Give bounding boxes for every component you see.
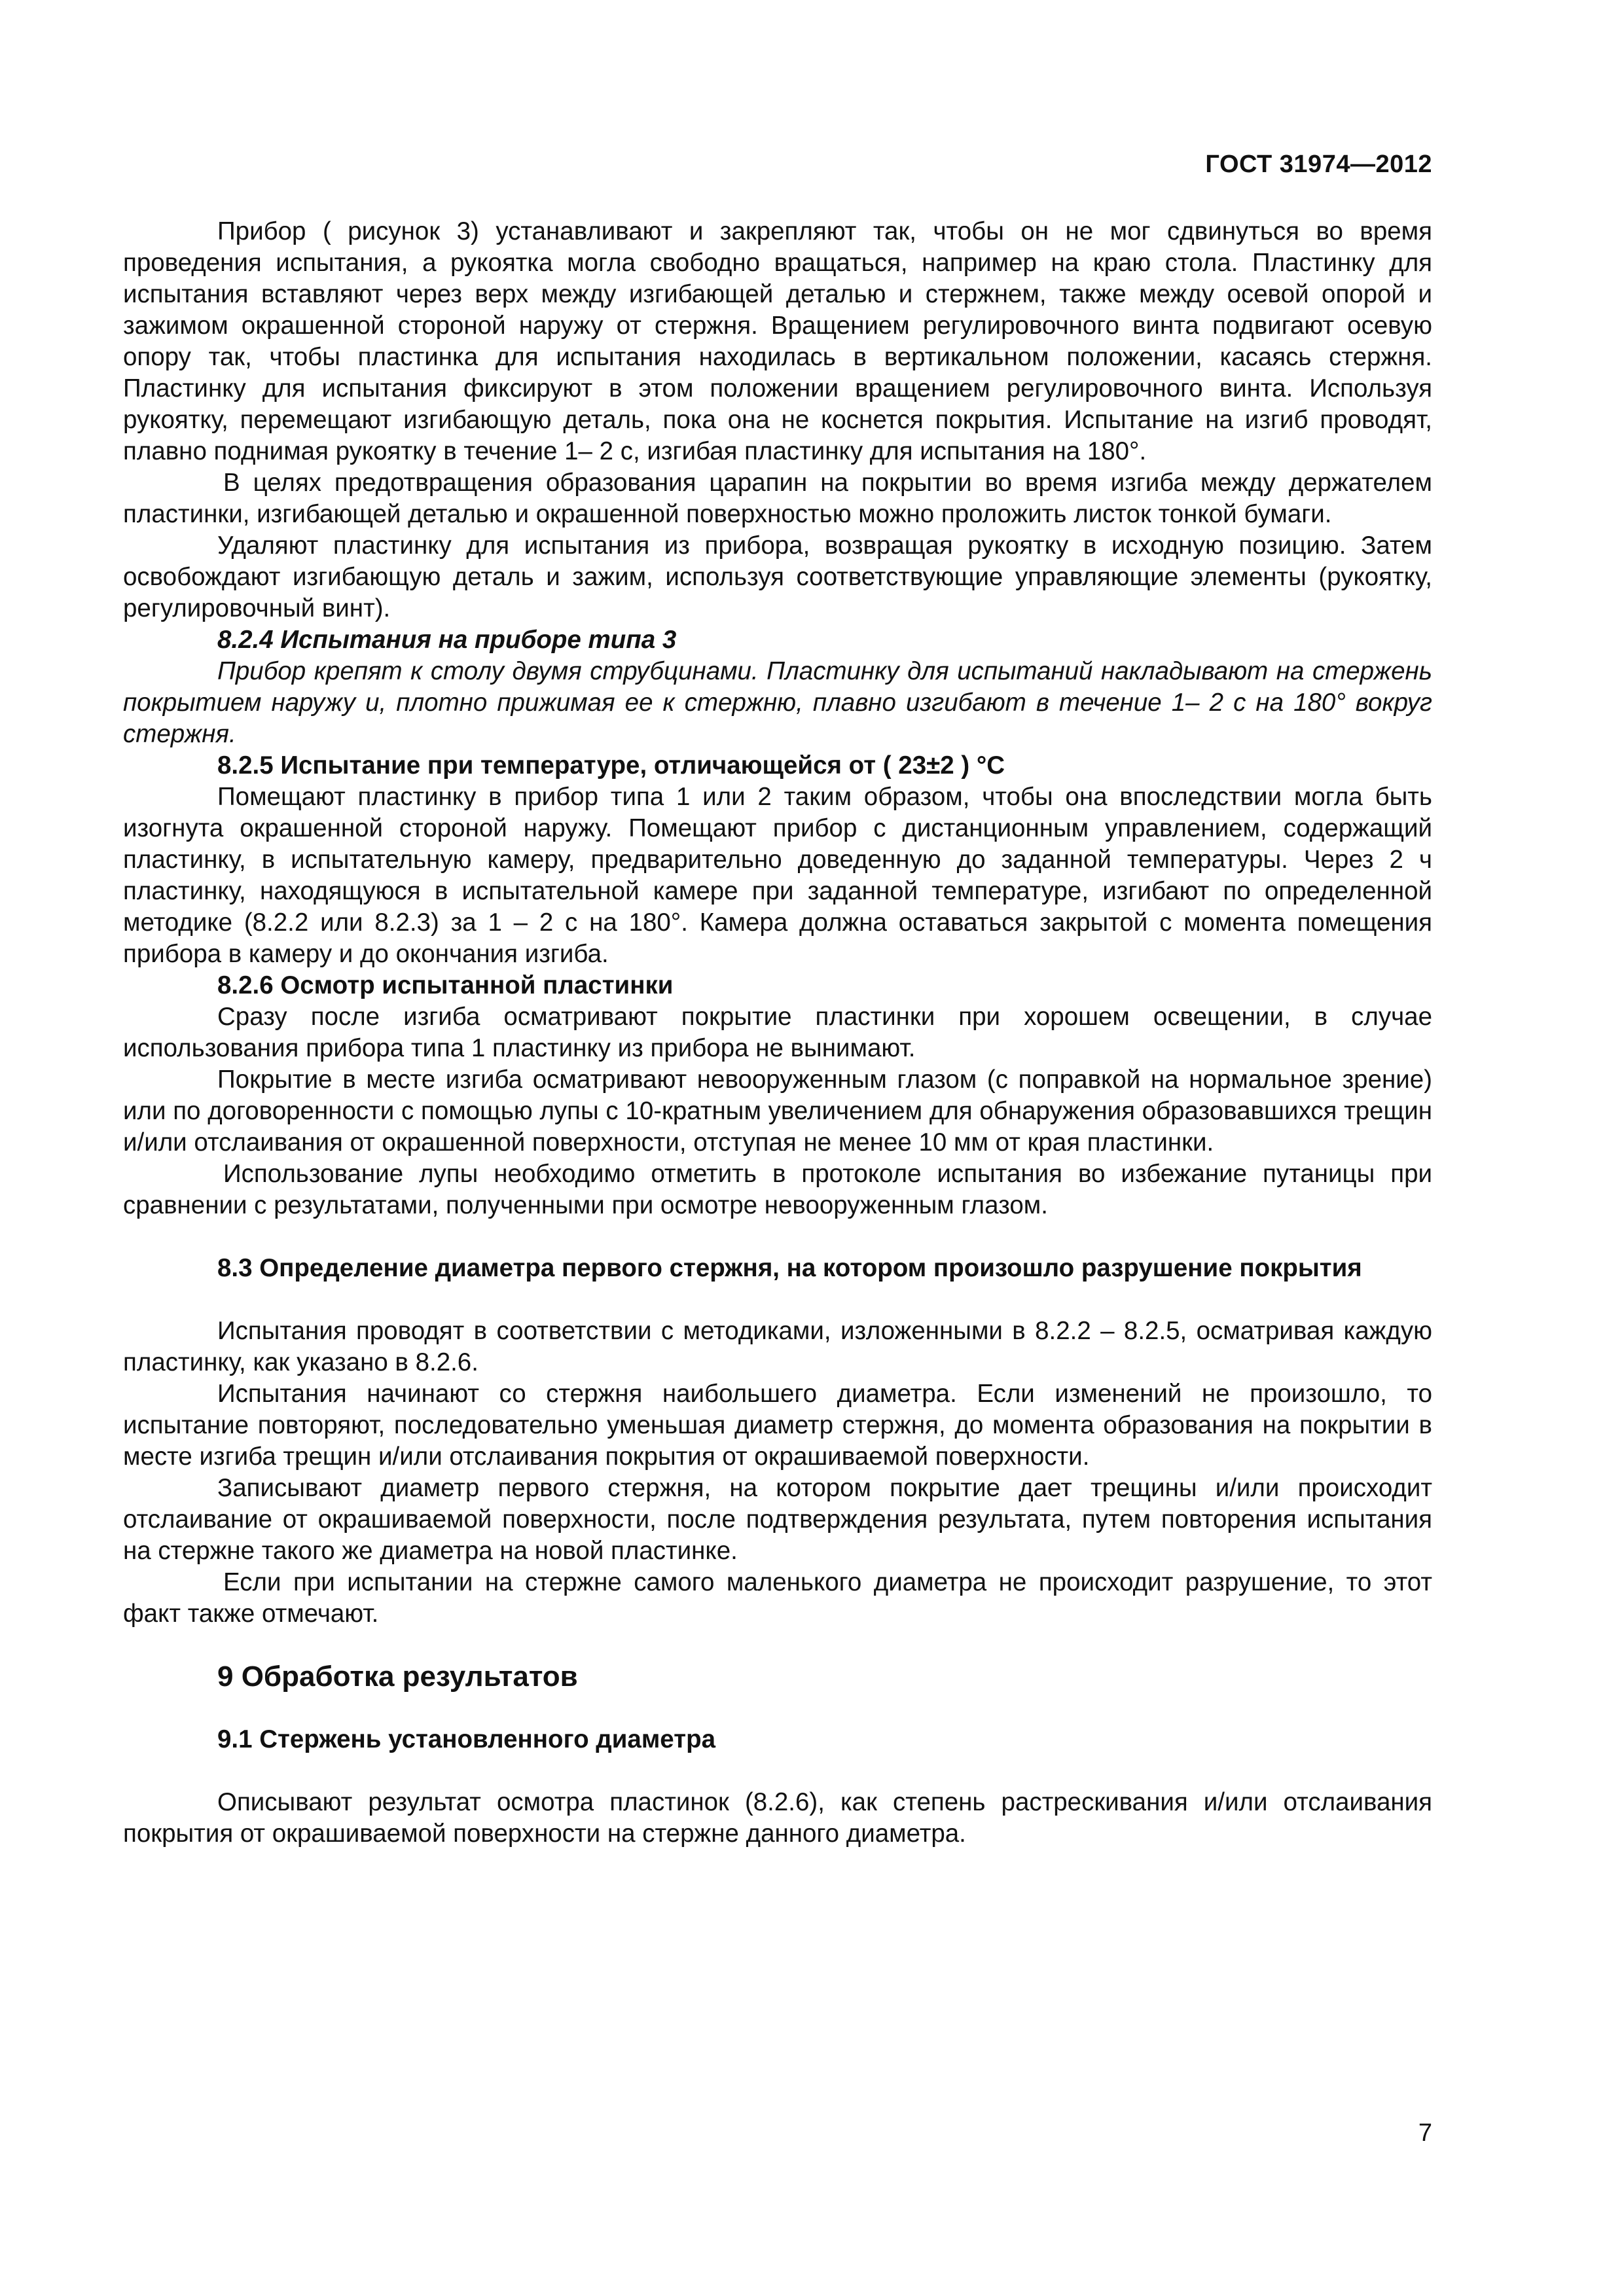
paragraph: Прибор ( рисунок 3) устанавливают и закрепляют так, чтобы он не мог сдвинуться во время проведения испытания, а рукоятка могла свободно вращаться, например на краю стола. Пластинку для испытания вставляют через верх между изгибающей деталью и стержнем, также между осевой опорой и зажимом окрашенной стороной наружу от стержня. Вращением регулировочного винта подвигают осевую опору так, чтобы пластинка для испытания находилась в вертикальном положении, касаясь стержня. Пластинку для испытания фиксируют в этом положении вращением регулировочного винта. Используя рукоятку, перемещают изгибающую деталь, пока она не коснется покрытия. Испытание на изгиб проводят, плавно поднимая рукоятку в течение 1– 2 с, изгибая пластинку для испытания на 180°. [123, 217, 1432, 465]
paragraph: Помещают пластинку в прибор типа 1 или 2 таким образом, чтобы она впоследствии могла быть изогнута окрашенной стороной наружу. Помещают прибор с дистанционным управлением, содержащий пластинку, в испытательную камеру, предварительно доведенную до заданной температуры. Через 2 ч пластинку, находящуюся в испытательной камере при заданной температуре, изгибают по определенной методике (8.2.2 или 8.2.3) за 1 – 2 с на 180°. Камера должна оставаться закрытой с момента помещения прибора в камеру и до окончания изгиба. [123, 783, 1432, 968]
paragraph: Если при испытании на стержне самого маленького диаметра не происходит разрушение, то этот факт также отмечают. [123, 1568, 1432, 1628]
paragraph: Записывают диаметр первого стержня, на котором покрытие дает трещины и/или происходит отслаивание от окрашиваемой поверхности, после подтверждения результата, путем повторения испытания на стержне такого же диаметра на новой пластинке. [123, 1474, 1432, 1565]
spacer [123, 1284, 1432, 1316]
paragraph: В целях предотвращения образования царапин на покрытии во время изгиба между держателем пластинки, изгибающей деталью и окрашенной поверхностью можно проложить листок тонкой бумаги. [123, 469, 1432, 528]
page-number: 7 [1418, 2119, 1432, 2147]
document-code-header: ГОСТ 31974—2012 [1205, 151, 1432, 178]
section-heading-9-1: 9.1 Стержень установленного диаметра [217, 1725, 715, 1753]
section-heading-8-3: 8.3 Определение диаметра первого стержня, на котором произошло разрушение покрытия [217, 1254, 1362, 1282]
spacer [123, 1755, 1432, 1787]
paragraph: Покрытие в месте изгиба осматривают невооруженным глазом (с поправкой на нормальное зрение) или по договоренности с помощью лупы с 10-кратным увеличением для обнаружения образовавшихся трещин и/или отслаивания от окрашенной поверхности, отступая не менее 10 мм от края пластинки. [123, 1066, 1432, 1157]
paragraph: Сразу после изгиба осматривают покрытие пластинки при хорошем освещении, в случае использования прибора типа 1 пластинку из прибора не вынимают. [123, 1003, 1432, 1062]
spacer [123, 1221, 1432, 1253]
paragraph: Удаляют пластинку для испытания из прибора, возвращая рукоятку в исходную позицию. Затем освобождают изгибающую деталь и зажим, используя соответствующие управляющие элементы (рукоятку, регулировочный винт). [123, 531, 1432, 622]
paragraph: Прибор крепят к столу двумя струбцинами. Пластинку для испытаний накладывают на стержень покрытием наружу и, плотно прижимая ее к стержню, плавно изгибают в течение 1– 2 с на 180° вокруг стержня. [123, 657, 1432, 748]
section-heading-8-2-6: 8.2.6 Осмотр испытанной пластинки [217, 971, 674, 999]
spacer [123, 1630, 1432, 1659]
paragraph: Испытания проводят в соответствии с методиками, изложенными в 8.2.2 – 8.2.5, осматривая каждую пластинку, как указано в 8.2.6. [123, 1317, 1432, 1376]
paragraph: Использование лупы необходимо отметить в протоколе испытания во избежание путаницы при сравнении с результатами, полученными при осмотре невооруженным глазом. [123, 1160, 1432, 1219]
spacer [123, 1695, 1432, 1724]
section-heading-8-2-4: 8.2.4 Испытания на приборе типа 3 [217, 626, 677, 654]
document-body [123, 216, 1432, 1850]
paragraph: Описывают результат осмотра пластинок (8.2.6), как степень растрескивания и/или отслаивания покрытия от окрашиваемой поверхности на стержне данного диаметра. [123, 1788, 1432, 1848]
section-heading-9: 9 Обработка результатов [217, 1660, 578, 1693]
paragraph: Испытания начинают со стержня наибольшего диаметра. Если изменений не произошло, то испытание повторяют, последовательно уменьшая диаметр стержня, до момента образования на покрытии в месте изгиба трещин и/или отслаивания покрытия от окрашиваемой поверхности. [123, 1380, 1432, 1471]
section-heading-8-2-5: 8.2.5 Испытание при температуре, отличающейся от ( 23±2 ) °С [217, 751, 1005, 780]
